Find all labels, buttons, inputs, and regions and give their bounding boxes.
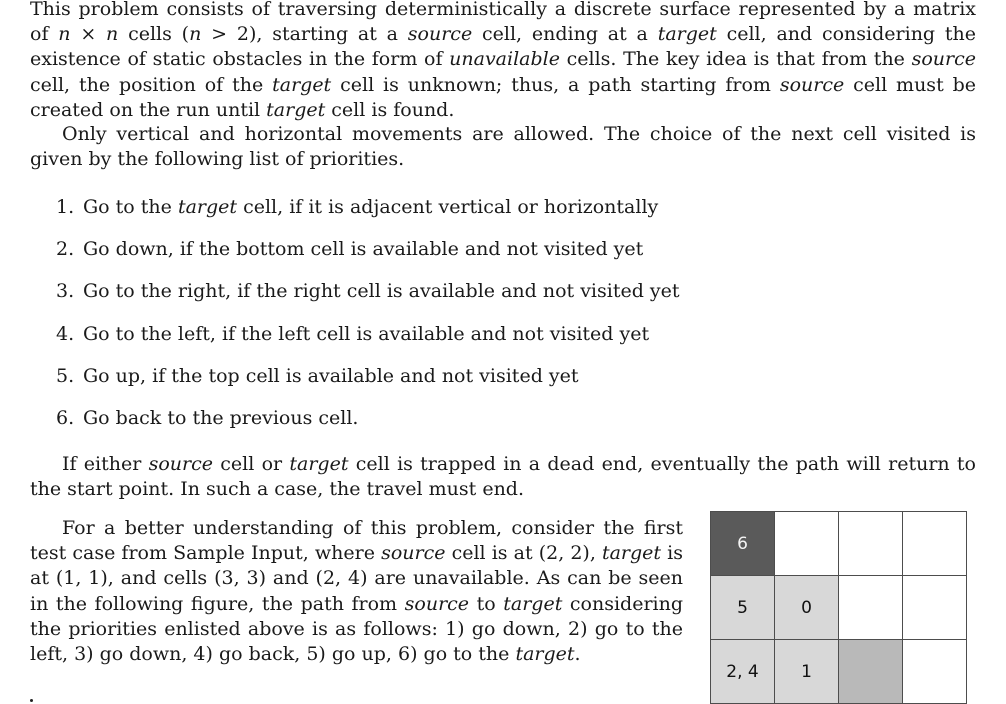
grid-cell-3-4 bbox=[903, 640, 967, 704]
grid-cell-2-4 bbox=[903, 576, 967, 640]
paragraph-dead-end: If either source cell or target cell is trapped in a dead end, eventually the path will return to the start point. In such a case, the travel must end. bbox=[30, 453, 976, 501]
grid-cell-3-2: 1 bbox=[775, 640, 839, 704]
list-item: 6. Go back to the previous cell. bbox=[56, 406, 359, 429]
paragraph-problem-intro: This problem consists of traversing deterministically a discrete surface represented by a matrix of n × n cells (n > 2), starting at a source cell, ending at a target cell, and considering the existence of static obstacles in the form of unavailable cells. The key idea is that from the source cell, the position of the target cell is unknown; thus, a path starting from source cell must be created on the run until target cell is found. bbox=[30, 0, 977, 121]
list-item: 3. Go to the right, if the right cell is available and not visited yet bbox=[56, 280, 680, 303]
grid-row bbox=[711, 512, 967, 576]
list-item: 5. Go up, if the top cell is available and not visited yet bbox=[56, 364, 579, 387]
grid-cell-3-1: 2, 4 bbox=[711, 640, 775, 704]
list-item: 4. Go to the left, if the left cell is available and not visited yet bbox=[56, 322, 650, 345]
grid-cell-1-4 bbox=[903, 512, 967, 576]
path-grid-figure bbox=[710, 511, 967, 704]
grid-cell-1-1: 6 bbox=[711, 512, 775, 576]
list-item: 1. Go to the target cell, if it is adjacent vertical or horizontally bbox=[56, 196, 659, 218]
grid-cell-3-3 bbox=[839, 640, 903, 704]
grid-cell-2-2: 0 bbox=[775, 576, 839, 640]
priority-list bbox=[56, 194, 680, 447]
paragraph-example: For a better understanding of this problem, consider the first test case from Sample Input, where source cell is at (2, 2), target is at (1, 1), and cells (3, 3) and (2, 4) are unavailable. As can be seen in the following figure, the path from source to target considering the priorities enlisted above is as follows: 1) go down, 2) go to the left, 3) go down, 4) go back, 5) go up, 6) go to the target. bbox=[30, 517, 684, 666]
grid-row bbox=[711, 576, 967, 640]
grid-cell-1-2 bbox=[775, 512, 839, 576]
bullet-mark bbox=[30, 699, 33, 702]
list-item: 2. Go down, if the bottom cell is available and not visited yet bbox=[56, 238, 644, 261]
grid-cell-2-3 bbox=[839, 576, 903, 640]
grid-cell-1-3 bbox=[839, 512, 903, 576]
grid-row bbox=[711, 640, 967, 704]
grid-cell-2-1: 5 bbox=[711, 576, 775, 640]
paragraph-movement-rules: Only vertical and horizontal movements are allowed. The choice of the next cell visited is given by the following list of priorities. bbox=[30, 123, 976, 171]
